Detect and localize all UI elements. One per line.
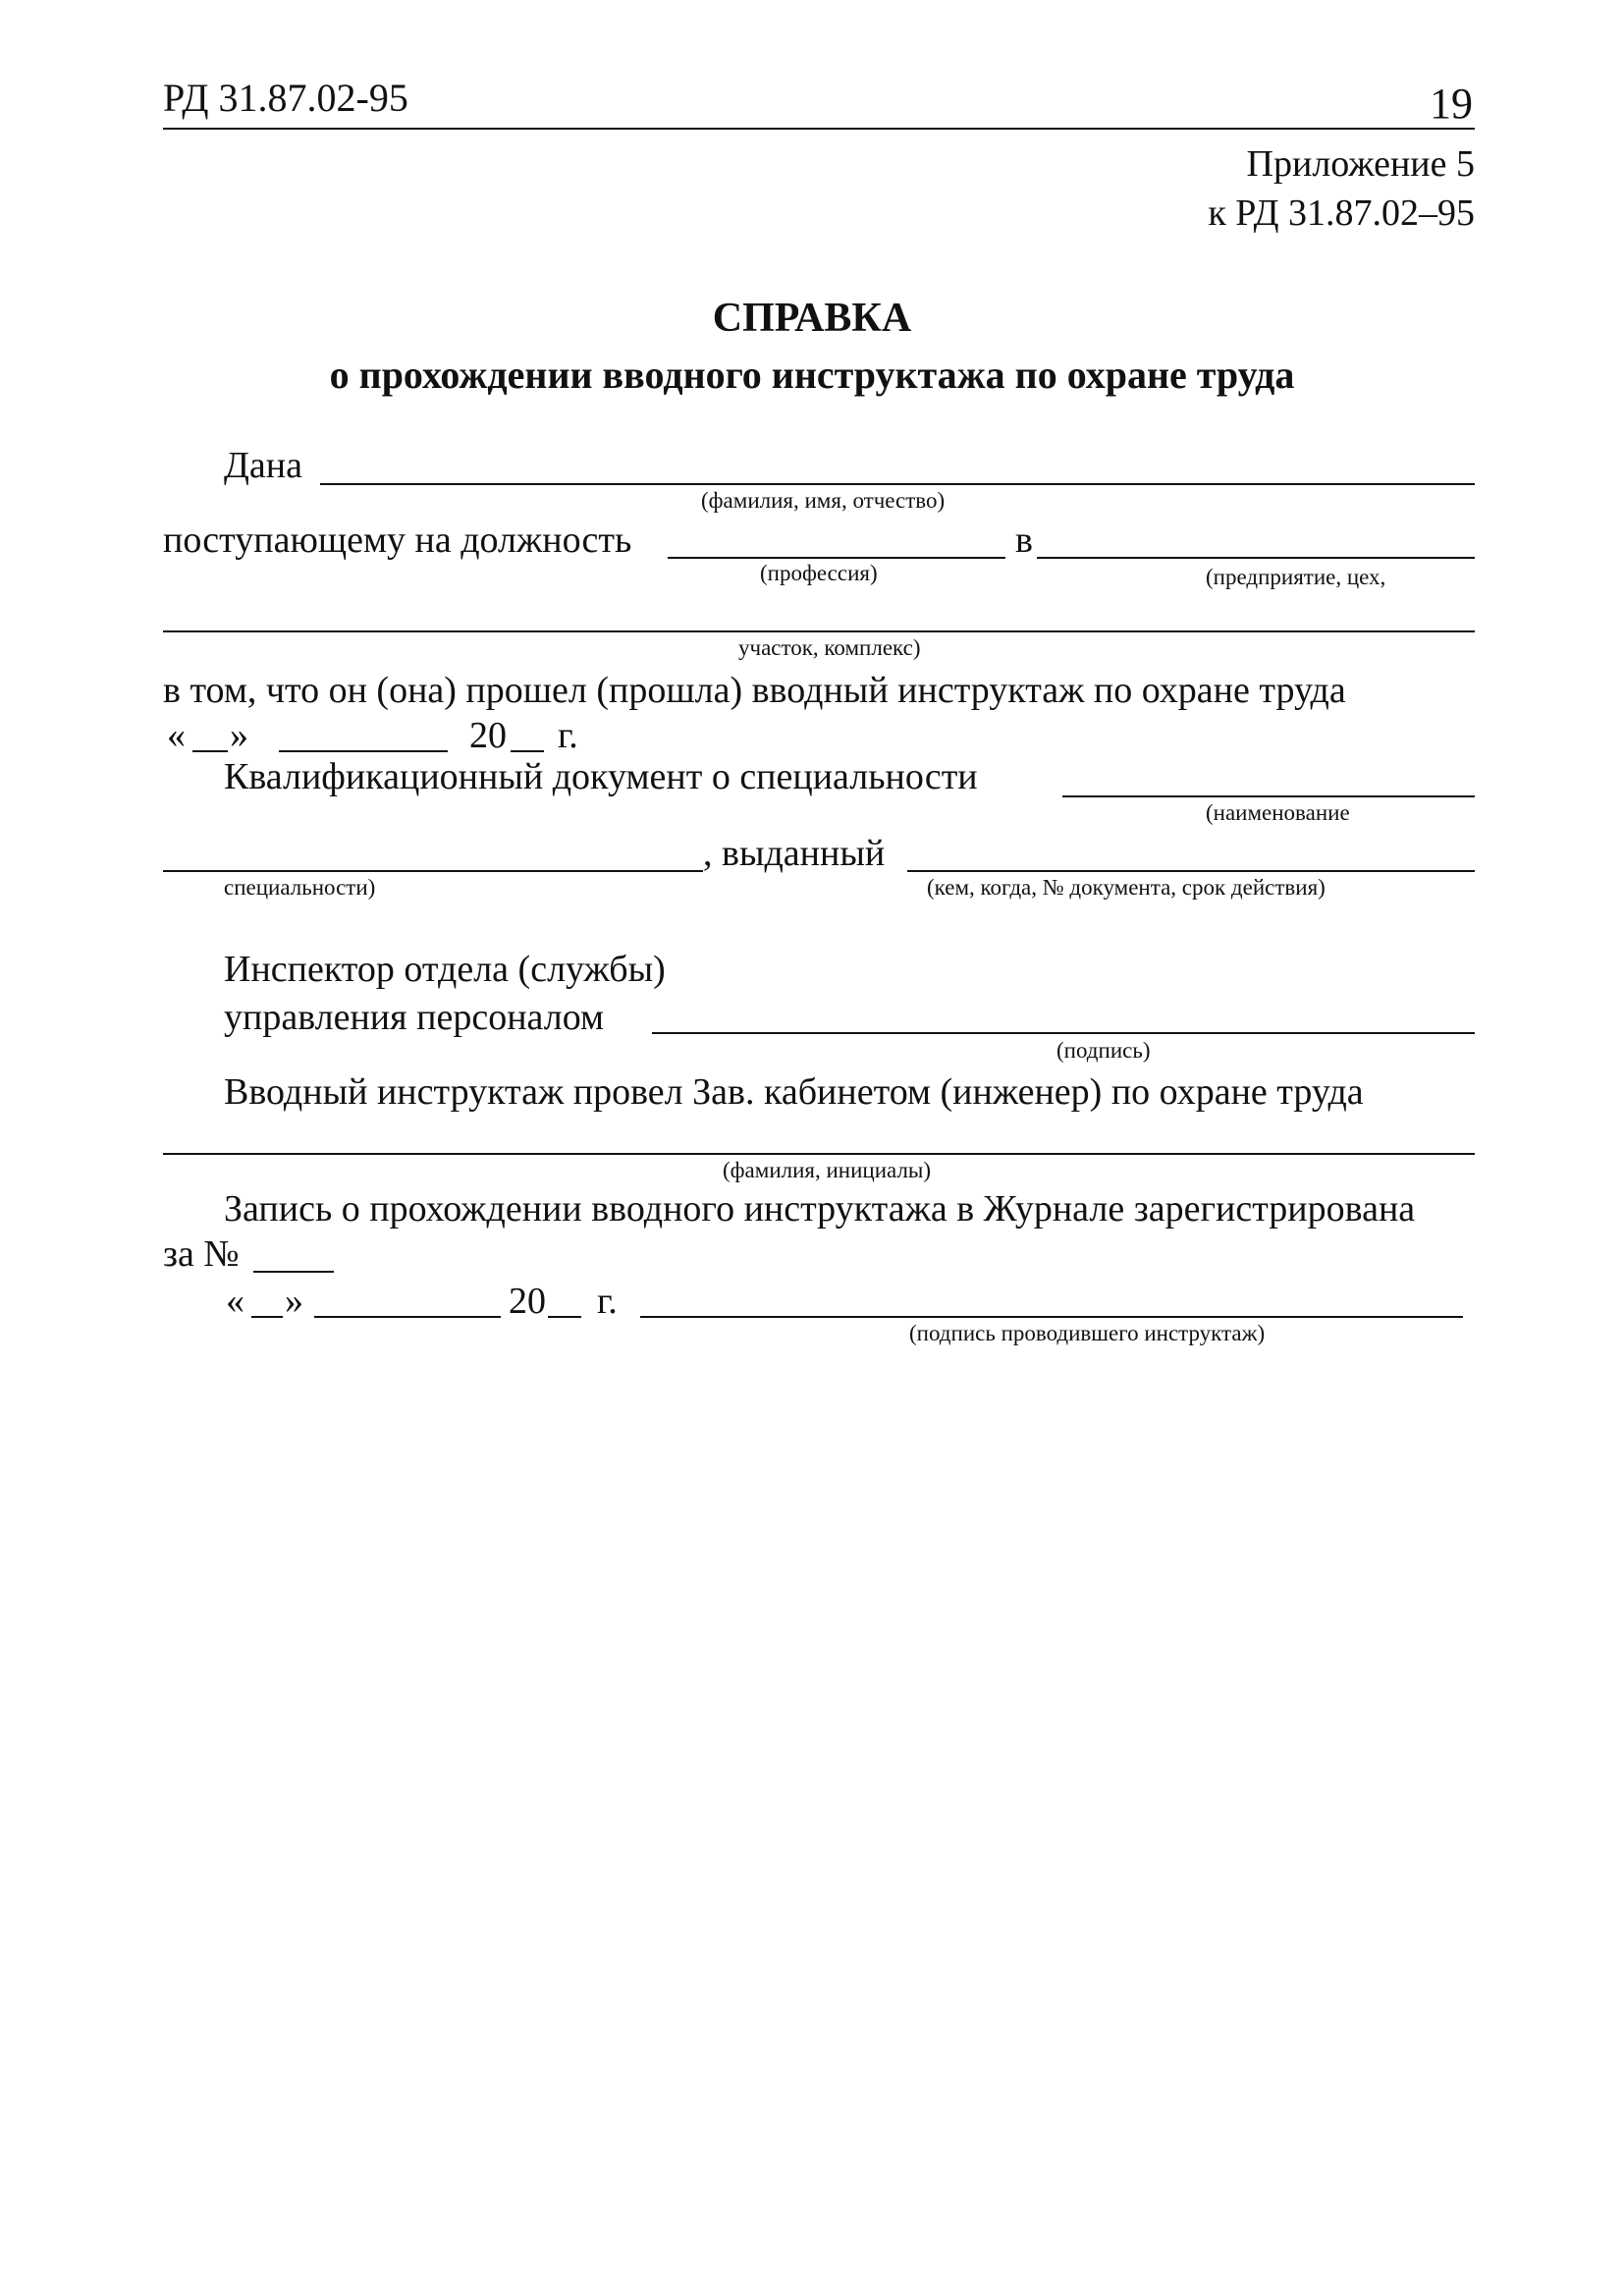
signature-hint: (подпись) xyxy=(1056,1038,1151,1063)
inspector-line2: управления персоналом xyxy=(224,997,605,1038)
qual-name-hint: (наименование xyxy=(1206,800,1350,825)
name-initials-hint: (фамилия, инициалы) xyxy=(723,1158,932,1182)
date2-quote-open: « xyxy=(226,1281,244,1322)
appendix-line1: Приложение 5 xyxy=(1246,143,1475,185)
header-rule xyxy=(163,128,1475,130)
qual-name-field-line[interactable] xyxy=(1062,795,1475,797)
inspector-signature-line[interactable] xyxy=(652,1032,1475,1034)
record-number-label: за № xyxy=(163,1233,240,1275)
date1-year-prefix: 20 xyxy=(469,715,507,756)
date1-year-suffix: г. xyxy=(558,715,578,756)
date2-year-prefix: 20 xyxy=(509,1281,546,1322)
page-number: 19 xyxy=(1430,80,1473,128)
conductor-signature-line[interactable] xyxy=(640,1316,1463,1318)
section-field-line[interactable] xyxy=(163,630,1475,632)
given-label: Дана xyxy=(224,445,302,486)
profession-field-line[interactable] xyxy=(668,557,1005,559)
date2-year-line[interactable] xyxy=(548,1316,581,1318)
qual-doc-label: Квалификационный документ о специальности xyxy=(224,756,978,797)
date1-month-line[interactable] xyxy=(279,750,448,752)
conductor-signature-hint: (подпись проводившего инструктаж) xyxy=(909,1321,1266,1345)
issued-label: , выданный xyxy=(703,833,886,874)
record-text: Запись о прохождении вводного инструктажа в Журнале зарегистрирована xyxy=(224,1188,1416,1230)
date2-quote-close: » xyxy=(285,1281,303,1322)
doc-title: СПРАВКА xyxy=(712,296,912,341)
date2-day-line[interactable] xyxy=(251,1316,283,1318)
profession-hint: (профессия) xyxy=(760,561,878,585)
doc-code: РД 31.87.02-95 xyxy=(163,76,408,120)
issued-field-line[interactable] xyxy=(907,870,1475,872)
section-hint: участок, комплекс) xyxy=(738,635,921,660)
record-number-line[interactable] xyxy=(253,1271,334,1273)
enterprise-field-line[interactable] xyxy=(1037,557,1475,559)
name-hint: (фамилия, имя, отчество) xyxy=(701,488,946,513)
date1-quote-close: » xyxy=(230,715,248,756)
conducted-label: Вводный инструктаж провел Зав. кабинетом (инженер) по охране труда xyxy=(224,1071,1364,1113)
statement-text: в том, что он (она) прошел (прошла) вводный инструктаж по охране труда xyxy=(163,670,1346,711)
date1-quote-open: « xyxy=(167,715,186,756)
conductor-name-line[interactable] xyxy=(163,1153,1475,1155)
date1-year-line[interactable] xyxy=(511,750,544,752)
date1-day-line[interactable] xyxy=(192,750,228,752)
specialty-field-line[interactable] xyxy=(163,870,703,872)
position-label: поступающему на должность xyxy=(163,519,632,561)
appendix-line2: к РД 31.87.02–95 xyxy=(1208,192,1475,234)
inspector-line1: Инспектор отдела (службы) xyxy=(224,949,666,990)
issued-hint: (кем, когда, № документа, срок действия) xyxy=(927,875,1326,900)
specialty-hint: специальности) xyxy=(224,875,376,900)
doc-subtitle: о прохождении вводного инструктажа по охране труда xyxy=(329,353,1295,397)
name-field-line[interactable] xyxy=(320,483,1475,485)
date2-month-line[interactable] xyxy=(314,1316,501,1318)
in-label: в xyxy=(1015,519,1033,561)
enterprise-hint: (предприятие, цех, xyxy=(1206,565,1386,589)
date2-year-suffix: г. xyxy=(597,1281,618,1322)
